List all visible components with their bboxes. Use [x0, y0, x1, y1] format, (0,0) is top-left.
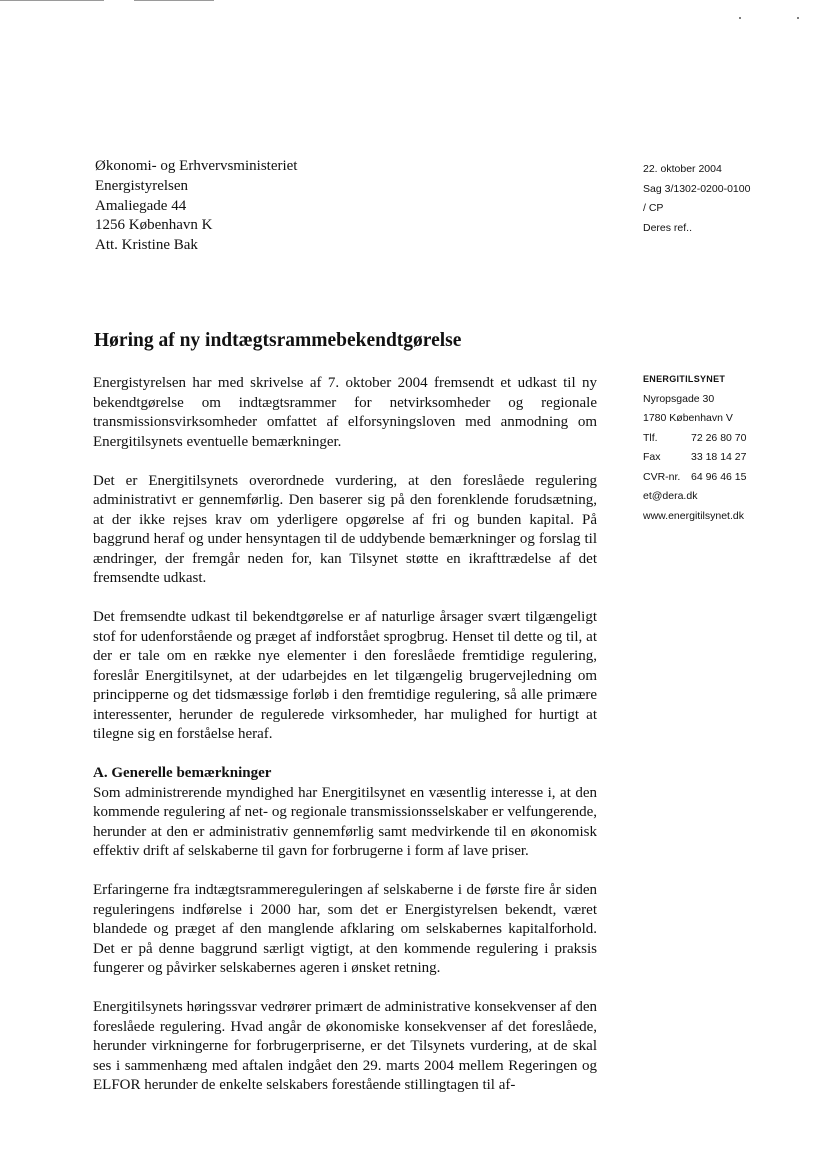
body-paragraph: Det er Energitilsynets overordnede vurdering, at den foreslåede regulering administrativt er gennemførlig. Den baserer sig på den forenklende forudsætning, at der ikke rejses krav om yderligere opgørelse af fri og bunden kapital. På baggrund heraf og under hensyntagen til de uddybende bemærkninger og forslag til ændringer, der fremgår neden for, kan Tilsynet støtte en ikrafttrædelse af det fremsendte udkast.: [93, 472, 597, 586]
recipient-line: Energistyrelsen: [95, 177, 189, 194]
scan-speck: [797, 17, 799, 19]
phone-label: Tlf.: [643, 431, 658, 444]
fax-number: 33 18 14 27: [691, 451, 747, 463]
sender-block: [643, 370, 746, 526]
sender-street: Nyropsgade 30: [643, 392, 715, 405]
sender-website: www.energitilsynet.dk: [643, 509, 744, 522]
recipient-line: Att. Kristine Bak: [95, 237, 198, 254]
body-paragraph: Som administrerende myndighed har Energitilsynet en væsentlig interesse i, at den kommende regulering af net- og regionale transmissionsselskaber er velfungerende, herunder at den er administrativ gennemførlig samt medvirkende til en økonomisk effektiv drift af selskaberne til gavn for forbrugerne i form af lave priser.: [93, 784, 597, 859]
sender-email: et@dera.dk: [643, 490, 698, 502]
body-paragraph: Energitilsynets høringssvar vedrører primært de administrative konsekvenser af den foreslåede regulering. Hvad angår de økonomiske konsekvenser af det foreslåede, herunder virkningerne for forbrugerpriserne, er det Tilsynets vurdering, at de skal ses i sammenhæng med aftalen indgået den 29. marts 2004 mellem Regeringen og ELFOR herunder de enkelte selskabers forestående stillingtagen til af-: [93, 999, 597, 1093]
recipient-line: 1256 København K: [95, 217, 213, 234]
section-heading: A. Generelle bemærkninger: [93, 765, 272, 781]
letter-title: Høring af ny indtægtsrammebekendtgørelse: [94, 330, 462, 351]
case-number: Sag 3/1302-0200-0100: [643, 182, 751, 195]
scan-speck: [739, 17, 741, 19]
letter-body: [93, 374, 597, 1096]
initials: / CP: [643, 202, 664, 214]
sender-cvr-row: [643, 468, 746, 488]
recipient-line: Amaliegade 44: [95, 197, 187, 214]
fax-label: Fax: [643, 451, 661, 463]
reference-block: [643, 160, 750, 238]
sender-phone-row: [643, 429, 746, 449]
letter-date: 22. oktober 2004: [643, 163, 722, 175]
sender-city: 1780 København V: [643, 412, 733, 424]
sender-fax-row: [643, 448, 746, 468]
cvr-number: 64 96 46 15: [691, 470, 747, 483]
cvr-label: CVR-nr.: [643, 470, 681, 483]
scan-edge-line-right: [134, 0, 214, 1]
scan-edge-line-left: [0, 0, 104, 1]
body-paragraph: Det fremsendte udkast til bekendtgørelse er af naturlige årsager svært tilgængeligt stof for udenforstående og præget af indforstået sprogbrug. Henset til dette og til, at der er tale om en række nye elementer i den foreslåede fremtidige regulering, foreslår Energitilsynet, at der udarbejdes en let tilgængelig brugervejledning om principperne og det tidsmæssige forløb i den fremtidige regulering, så alle primære interessenter, herunder de regulerede virksomheder, har mulighed for hurtigt at tilegne sig en forståelse heraf.: [93, 609, 597, 742]
sender-org: ENERGITILSYNET: [643, 374, 726, 384]
recipient-address: [95, 157, 297, 256]
body-paragraph: Energistyrelsen har med skrivelse af 7. oktober 2004 fremsendt et udkast til ny bekendtgørelse om indtægtsrammer for netvirksomheder og regionale transmissionsvirksomheder omfattet af elforsyningsloven med anmodning om Energitilsynets eventuelle bemærkninger.: [93, 375, 597, 450]
recipient-line: Økonomi- og Erhvervsministeriet: [95, 158, 298, 174]
phone-number: 72 26 80 70: [691, 431, 747, 444]
body-paragraph: Erfaringerne fra indtægtsrammereguleringen af selskaberne i de første fire år siden reguleringens indførelse i 2000 har, som det er Energistyrelsen bekendt, været blandede og præget af den manglende afklaring om selskabernes kapitalforhold. Det er på denne baggrund særligt vigtigt, at den kommende regulering i praksis fungerer og påvirker selskabernes ageren i ønsket retning.: [93, 882, 597, 976]
their-reference: Deres ref..: [643, 221, 693, 234]
